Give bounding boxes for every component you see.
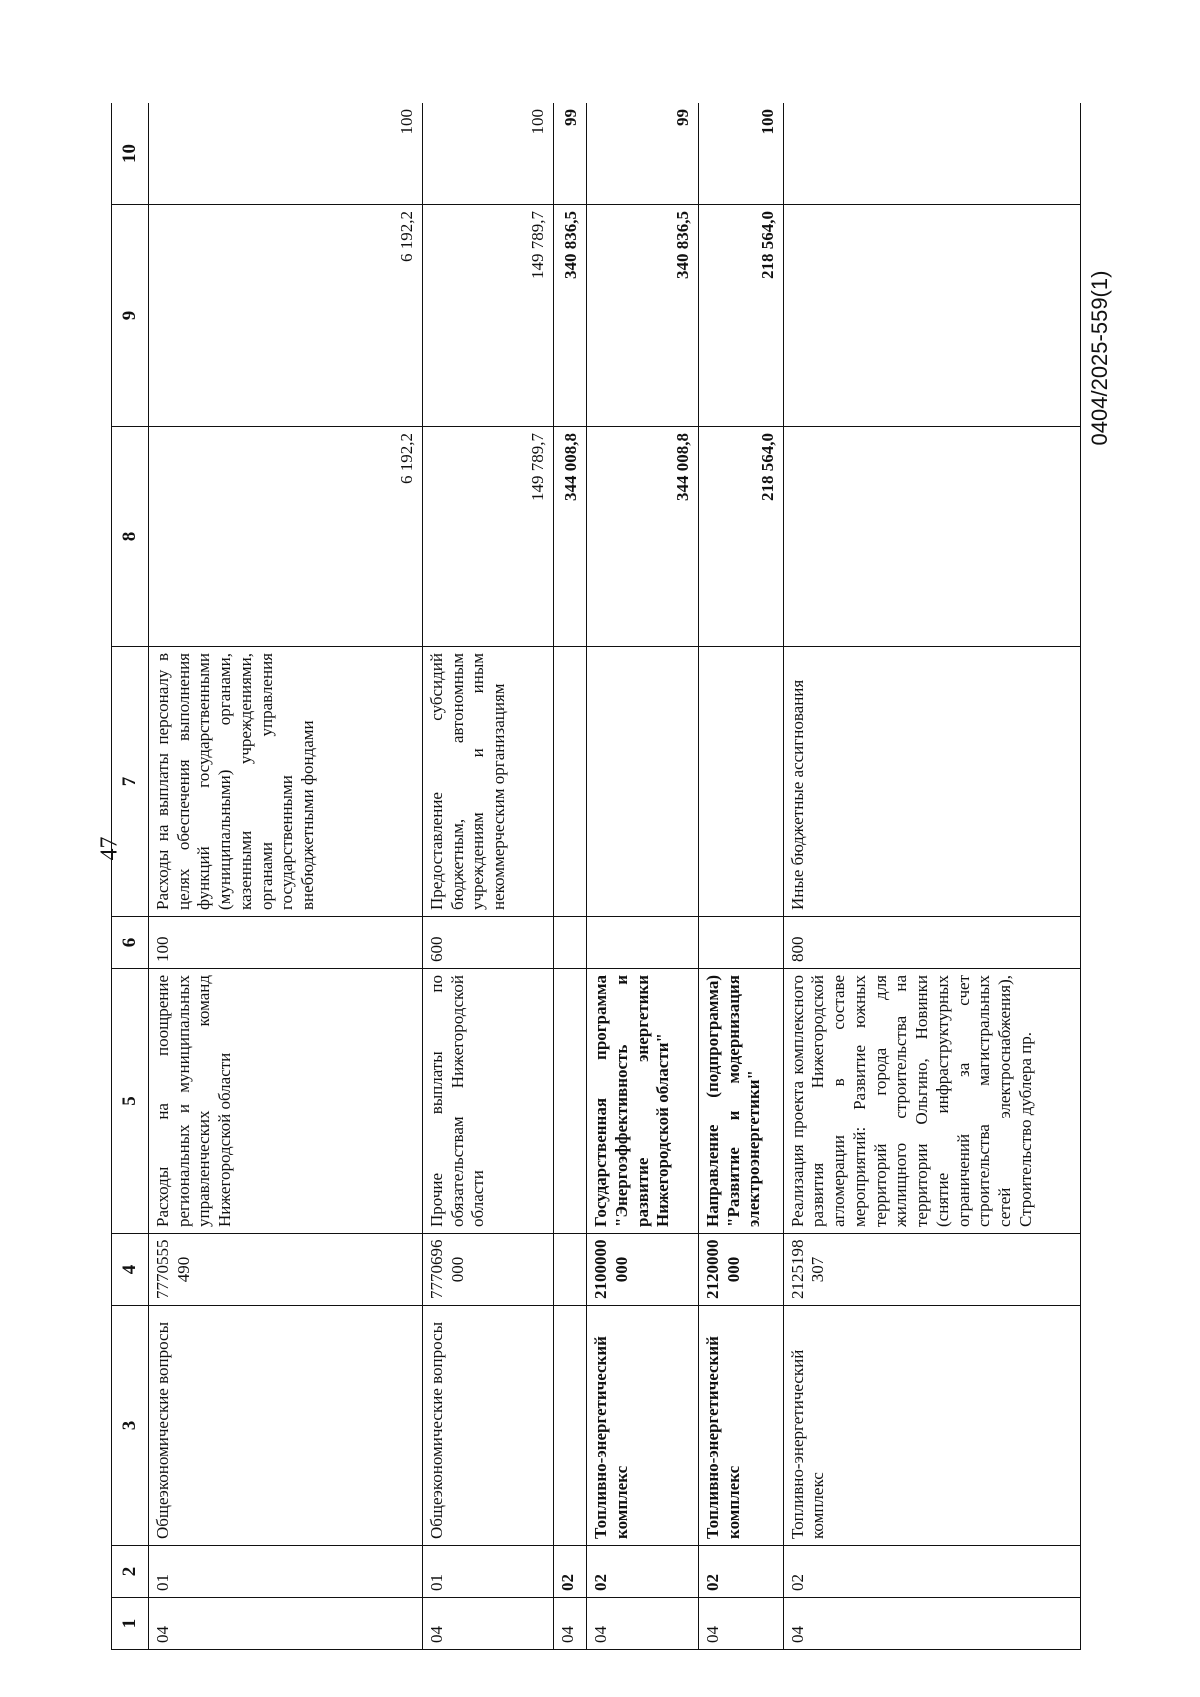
budget-table bbox=[111, 103, 1081, 1650]
section-code: 04 bbox=[587, 1598, 699, 1650]
executed-amount: 340 836,5 bbox=[587, 205, 699, 427]
expense-type-name: Расходы на выплаты персоналу в целях обеспечения выполнения функций государственными (муниципальными) органами, казенными учреждениями, органами управления государственными внебюджетными фондами bbox=[149, 647, 423, 917]
executed-amount: 149 789,7 bbox=[422, 205, 553, 427]
subsection-code: 02 bbox=[783, 1546, 1080, 1598]
subsection-name bbox=[553, 1306, 587, 1546]
section-code: 04 bbox=[422, 1598, 553, 1650]
col-header-7: 7 bbox=[112, 647, 149, 917]
expense-type-name bbox=[553, 647, 587, 917]
expense-type-name bbox=[587, 647, 699, 917]
execution-percent: 100 bbox=[422, 103, 553, 205]
target-article-code bbox=[553, 1234, 587, 1306]
col-header-2: 2 bbox=[112, 1546, 149, 1598]
target-article-code: 2125198 307 bbox=[783, 1234, 1080, 1306]
executed-amount: 6 192,2 bbox=[149, 205, 423, 427]
section-code: 04 bbox=[149, 1598, 423, 1650]
expense-type-name bbox=[698, 647, 783, 917]
target-article-code: 2120000 000 bbox=[698, 1234, 783, 1306]
table-row bbox=[698, 103, 783, 1650]
expense-type-code: 100 bbox=[149, 917, 423, 969]
subsection-name: Общеэкономические вопросы bbox=[149, 1306, 423, 1546]
col-header-8: 8 bbox=[112, 427, 149, 647]
executed-amount: 340 836,5 bbox=[553, 205, 587, 427]
subsection-code: 01 bbox=[149, 1546, 423, 1598]
page-number: 47 bbox=[96, 836, 123, 861]
target-article-name: Расходы на поощрение региональных и муниципальных управленческих команд Нижегородской области bbox=[149, 969, 423, 1234]
expense-type-code bbox=[698, 917, 783, 969]
target-article-code: 7770696 000 bbox=[422, 1234, 553, 1306]
planned-amount: 344 008,8 bbox=[553, 427, 587, 647]
target-article-name bbox=[553, 969, 587, 1234]
budget-table-container bbox=[111, 103, 1081, 1650]
execution-percent: 99 bbox=[553, 103, 587, 205]
table-row bbox=[149, 103, 423, 1650]
subsection-code: 02 bbox=[698, 1546, 783, 1598]
header-row bbox=[112, 103, 149, 1650]
planned-amount: 218 564,0 bbox=[698, 427, 783, 647]
col-header-6: 6 bbox=[112, 917, 149, 969]
section-code: 04 bbox=[783, 1598, 1080, 1650]
table-row bbox=[553, 103, 587, 1650]
target-article-name: Реализация проекта комплексного развития Нижегородской агломерации в составе мероприятий: Развитие южных территорий города для жилищного строительства на территории Ольгино, Новинки (снятие инфраструктурных ограничений за счет строительства магистральных сетей электроснабжения), Строительство дублера пр. bbox=[783, 969, 1080, 1234]
col-header-9: 9 bbox=[112, 205, 149, 427]
subsection-name: Общеэкономические вопросы bbox=[422, 1306, 553, 1546]
col-header-5: 5 bbox=[112, 969, 149, 1234]
subsection-name: Топливно-энергетический комплекс bbox=[783, 1306, 1080, 1546]
table-row bbox=[587, 103, 699, 1650]
target-article-name: Государственная программа "Энергоэффективность и развитие энергетики Нижегородской области" bbox=[587, 969, 699, 1234]
expense-type-code: 800 bbox=[783, 917, 1080, 969]
execution-percent: 100 bbox=[698, 103, 783, 205]
section-code: 04 bbox=[698, 1598, 783, 1650]
expense-type-code bbox=[587, 917, 699, 969]
document-code: 0404/2025-559(1) bbox=[1087, 270, 1112, 446]
planned-amount: 149 789,7 bbox=[422, 427, 553, 647]
execution-percent: 100 bbox=[149, 103, 423, 205]
col-header-4: 4 bbox=[112, 1234, 149, 1306]
planned-amount: 344 008,8 bbox=[587, 427, 699, 647]
col-header-10: 10 bbox=[112, 103, 149, 205]
target-article-name: Направление (подпрограмма) "Развитие и модернизация электроэнергетики" bbox=[698, 969, 783, 1234]
subsection-code: 01 bbox=[422, 1546, 553, 1598]
expense-type-code bbox=[553, 917, 587, 969]
executed-amount: 218 564,0 bbox=[698, 205, 783, 427]
expense-type-code: 600 bbox=[422, 917, 553, 969]
target-article-code: 2100000 000 bbox=[587, 1234, 699, 1306]
execution-percent bbox=[783, 103, 1080, 205]
target-article-code: 7770555 490 bbox=[149, 1234, 423, 1306]
planned-amount bbox=[783, 427, 1080, 647]
subsection-name: Топливно-энергетический комплекс bbox=[698, 1306, 783, 1546]
subsection-code: 02 bbox=[587, 1546, 699, 1598]
section-code: 04 bbox=[553, 1598, 587, 1650]
executed-amount bbox=[783, 205, 1080, 427]
target-article-name: Прочие выплаты по обязательствам Нижегородской области bbox=[422, 969, 553, 1234]
table-row bbox=[783, 103, 1080, 1650]
expense-type-name: Иные бюджетные ассигнования bbox=[783, 647, 1080, 917]
table-row bbox=[422, 103, 553, 1650]
planned-amount: 6 192,2 bbox=[149, 427, 423, 647]
execution-percent: 99 bbox=[587, 103, 699, 205]
expense-type-name: Предоставление субсидий бюджетным, автономным учреждениям и иным некоммерческим организациям bbox=[422, 647, 553, 917]
subsection-code: 02 bbox=[553, 1546, 587, 1598]
col-header-1: 1 bbox=[112, 1598, 149, 1650]
col-header-3: 3 bbox=[112, 1306, 149, 1546]
subsection-name: Топливно-энергетический комплекс bbox=[587, 1306, 699, 1546]
